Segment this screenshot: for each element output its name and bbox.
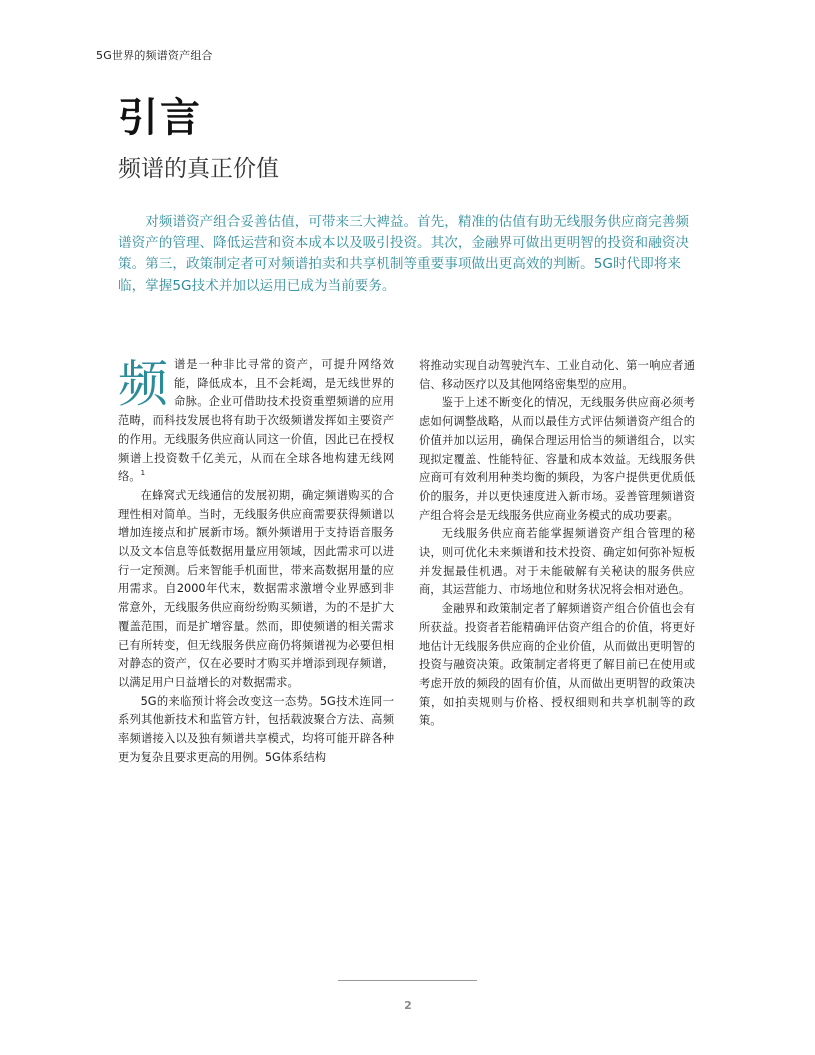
section-title: 引言 <box>118 95 202 141</box>
footer-rule <box>338 980 477 981</box>
drop-cap: 频 <box>118 355 168 413</box>
page-number: 2 <box>404 999 412 1012</box>
running-header: 5G世界的频谱资产组合 <box>96 49 213 62</box>
intro-paragraph: 对频谱资产组合妥善估值，可带来三大裨益。首先，精准的估值有助无线服务供应商完善频谱资产的管理、降低运营和资本成本以及吸引投资。其次，金融界可做出更明智的投资和融资决策。第三，政策制定者可对频谱拍卖和共享机制等重要事项做出更高效的判断。5G时代即将来临，掌握5G技术并加以运用已成为当前要务。 <box>118 214 689 294</box>
body-paragraph-2: 在蜂窝式无线通信的发展初期，确定频谱购买的合理性相对简单。当时，无线服务供应商需要获得频谱以增加连接点和扩展新市场。额外频谱用于支持语音服务以及文本信息等低数据用量应用领域，因此需求可以进行一定预测。后来智能手机面世，带来高数据用量的应用需求。自2000年代末，数据需求激增令业界感到非常意外，无线服务供应商纷纷购买频谱，为的不是扩大覆盖范围，而是扩增容量。然而，即使频谱的相关需求已有所转变，但无线服务供应商仍将频谱视为必要但相对静态的资产，仅在必要时才购买并增添到现存频谱，以满足用户日益增长的对数据需求。 <box>118 488 394 689</box>
body-paragraph-6: 金融界和政策制定者了解频谱资产组合价值也会有所获益。投资者若能精确评估资产组合的价值，将更好地估计无线服务供应商的企业价值，从而做出更明智的投资与融资决策。政策制定者将更了解目前已在使用或考虑开放的频段的固有价值，从而做出更明智的政策决策，如拍卖规则与价格、授权细则和共享机制等的政策。 <box>419 602 695 728</box>
body-paragraph-4: 鉴于上述不断变化的情况，无线服务供应商必须考虑如何调整战略，从而以最佳方式评估频谱资产组合的价值并加以运用，确保合理运用恰当的频谱组合，以实现拟定覆盖、性能特征、容量和成本效益。无线服务供应商可有效利用种类均衡的频段，为客户提供更优质低价的服务，并以更快速度进入新市场。妥善管理频谱资产组合将会是无线服务供应商业务模式的成功要素。 <box>419 396 695 522</box>
right-column <box>419 357 695 731</box>
body-paragraph-5: 无线服务供应商若能掌握频谱资产组合管理的秘诀，则可优化未来频谱和技术投资、确定如何弥补短板并发掘最佳机遇。对于未能破解有关秘诀的服务供应商，其运营能力、市场地位和财务状况将会相对逊色。 <box>419 527 695 597</box>
left-column <box>118 356 394 767</box>
footnote-ref: 1 <box>140 469 146 478</box>
body-paragraph-3: 5G的来临预计将会改变这一态势。5G技术连同一系列其他新技术和监管方针，包括载波聚合方法、高频率频谱接入以及独有频谱共享模式，均将可能开辟各种更为复杂且要求更高的用例。5G体系结构 <box>118 694 394 764</box>
section-subtitle: 频谱的真正价值 <box>118 156 279 182</box>
body-paragraph-3-continued: 将推动实现自动驾驶汽车、工业自动化、第一响应者通信、移动医疗以及其他网络密集型的应用。 <box>419 359 695 391</box>
body-paragraph-1 <box>118 356 394 487</box>
body-paragraph-1-text: 谱是一种非比寻常的资产，可提升网络效能，降低成本，且不会耗竭，是无线世界的命脉。企业可借助技术投资重塑频谱的应用范畴，而科技发展也将有助于次级频谱发挥如主要资产的作用。无线服务供应商认同这一价值，因此已在授权频谱上投资数千亿美元，从而在全球各地构建无线网络。 <box>118 358 394 484</box>
